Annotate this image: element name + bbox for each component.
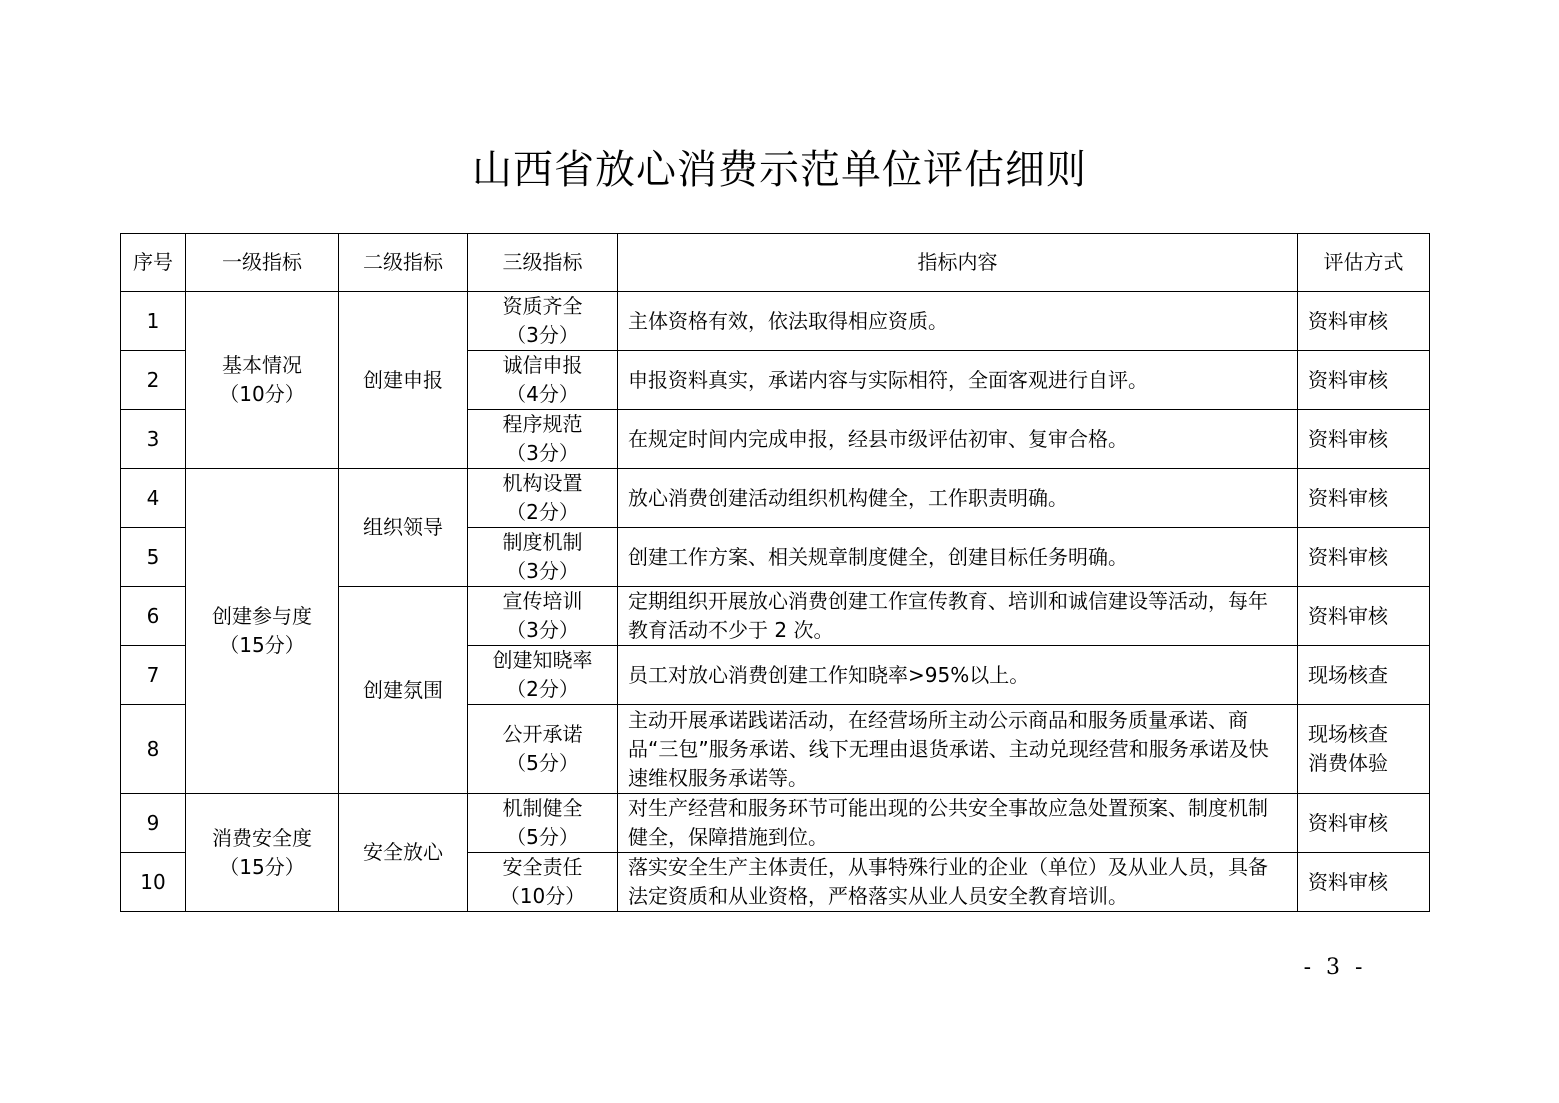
content-cell: 主动开展承诺践诺活动，在经营场所主动公示商品和服务质量承诺、商品“三包”服务承诺、线下无理由退货承诺、主动兑现经营和服务承诺及快速维权服务承诺等。 — [618, 705, 1298, 794]
seq-cell: 10 — [121, 853, 186, 912]
method-label: 资料审核 — [1308, 308, 1388, 333]
level3-score: （5分） — [506, 751, 579, 775]
level3-name: 机构设置 — [502, 471, 583, 495]
seq-cell: 8 — [121, 705, 186, 794]
level3-score: （2分） — [506, 500, 579, 524]
method-label: 资料审核 — [1308, 426, 1388, 451]
method-cell — [1298, 351, 1430, 410]
level3-cell — [468, 528, 618, 587]
table-row — [121, 794, 1430, 853]
level1-cell — [186, 292, 339, 469]
content-cell: 落实安全生产主体责任，从事特殊行业的企业（单位）及从业人员，具备法定资质和从业资格，严格落实从业人员安全教育培训。 — [618, 853, 1298, 912]
level3-name: 诚信申报 — [502, 353, 583, 377]
seq-cell: 4 — [121, 469, 186, 528]
content-cell: 申报资料真实，承诺内容与实际相符，全面客观进行自评。 — [618, 351, 1298, 410]
level3-cell — [468, 292, 618, 351]
level2-cell: 组织领导 — [339, 469, 468, 587]
level3-name: 安全责任 — [502, 855, 583, 879]
content-cell: 员工对放心消费创建工作知晓率>95%以上。 — [618, 646, 1298, 705]
level3-cell — [468, 410, 618, 469]
header-seq: 序号 — [121, 234, 186, 292]
level3-cell — [468, 587, 618, 646]
level3-name: 制度机制 — [502, 530, 583, 554]
seq-cell: 9 — [121, 794, 186, 853]
level2-cell: 创建氛围 — [339, 587, 468, 794]
level3-name: 机制健全 — [502, 796, 583, 820]
seq-cell: 7 — [121, 646, 186, 705]
header-content: 指标内容 — [618, 234, 1298, 292]
level3-score: （3分） — [506, 618, 579, 642]
method-cell — [1298, 794, 1430, 853]
level1-name: 消费安全度 — [212, 825, 312, 850]
seq-cell: 1 — [121, 292, 186, 351]
content-cell: 放心消费创建活动组织机构健全，工作职责明确。 — [618, 469, 1298, 528]
level3-cell — [468, 469, 618, 528]
level3-name: 公开承诺 — [502, 722, 583, 746]
level3-score: （10分） — [499, 884, 586, 908]
method-label: 资料审核 — [1308, 544, 1388, 569]
seq-cell: 2 — [121, 351, 186, 410]
method-cell — [1298, 705, 1430, 794]
content-cell: 对生产经营和服务环节可能出现的公共安全事故应急处置预案、制度机制健全，保障措施到位。 — [618, 794, 1298, 853]
level3-name: 程序规范 — [502, 412, 583, 436]
method-label: 资料审核 — [1308, 367, 1388, 392]
level3-score: （4分） — [506, 382, 579, 406]
table-row — [121, 292, 1430, 351]
method-label: 资料审核 — [1308, 485, 1388, 510]
level3-name: 宣传培训 — [502, 589, 583, 613]
level3-cell — [468, 853, 618, 912]
page-number: - 3 - — [1303, 955, 1367, 980]
level1-score: （10分） — [219, 382, 305, 406]
method-cell — [1298, 528, 1430, 587]
level3-cell — [468, 646, 618, 705]
seq-cell: 6 — [121, 587, 186, 646]
method-cell — [1298, 410, 1430, 469]
method-label: 资料审核 — [1308, 810, 1388, 835]
method-label: 消费体验 — [1308, 751, 1388, 775]
content-cell: 定期组织开展放心消费创建工作宣传教育、培训和诚信建设等活动，每年教育活动不少于 2 次。 — [618, 587, 1298, 646]
header-level2: 二级指标 — [339, 234, 468, 292]
method-cell — [1298, 853, 1430, 912]
content-cell: 在规定时间内完成申报，经县市级评估初审、复审合格。 — [618, 410, 1298, 469]
level2-cell: 创建申报 — [339, 292, 468, 469]
method-cell — [1298, 646, 1430, 705]
content-cell: 创建工作方案、相关规章制度健全，创建目标任务明确。 — [618, 528, 1298, 587]
method-cell — [1298, 292, 1430, 351]
level3-score: （2分） — [506, 677, 579, 701]
evaluation-criteria-table — [120, 233, 1430, 912]
level3-score: （5分） — [506, 825, 579, 849]
table-header-row — [121, 234, 1430, 292]
table-row — [121, 469, 1430, 528]
content-cell: 主体资格有效，依法取得相应资质。 — [618, 292, 1298, 351]
level3-score: （3分） — [506, 559, 579, 583]
header-level1: 一级指标 — [186, 234, 339, 292]
level1-score: （15分） — [219, 633, 305, 657]
level3-name: 创建知晓率 — [492, 648, 593, 672]
seq-cell: 5 — [121, 528, 186, 587]
document-title: 山西省放心消费示范单位评估细则 — [472, 147, 1087, 193]
level1-name: 创建参与度 — [212, 604, 312, 628]
level1-cell — [186, 469, 339, 794]
method-label: 资料审核 — [1308, 869, 1388, 894]
level3-cell — [468, 794, 618, 853]
level1-name: 基本情况 — [222, 353, 302, 377]
method-label: 资料审核 — [1308, 603, 1388, 628]
level3-cell — [468, 705, 618, 794]
level2-cell: 安全放心 — [339, 794, 468, 912]
method-cell — [1298, 469, 1430, 528]
level3-score: （3分） — [506, 323, 579, 347]
header-level3: 三级指标 — [468, 234, 618, 292]
level3-name: 资质齐全 — [502, 294, 583, 318]
level1-score: （15分） — [219, 854, 305, 879]
seq-cell: 3 — [121, 410, 186, 469]
header-method: 评估方式 — [1298, 234, 1430, 292]
method-cell — [1298, 587, 1430, 646]
method-label: 现场核查 — [1308, 662, 1388, 687]
method-label: 现场核查 — [1308, 722, 1388, 746]
level1-cell — [186, 794, 339, 912]
level3-score: （3分） — [506, 441, 579, 465]
level3-cell — [468, 351, 618, 410]
